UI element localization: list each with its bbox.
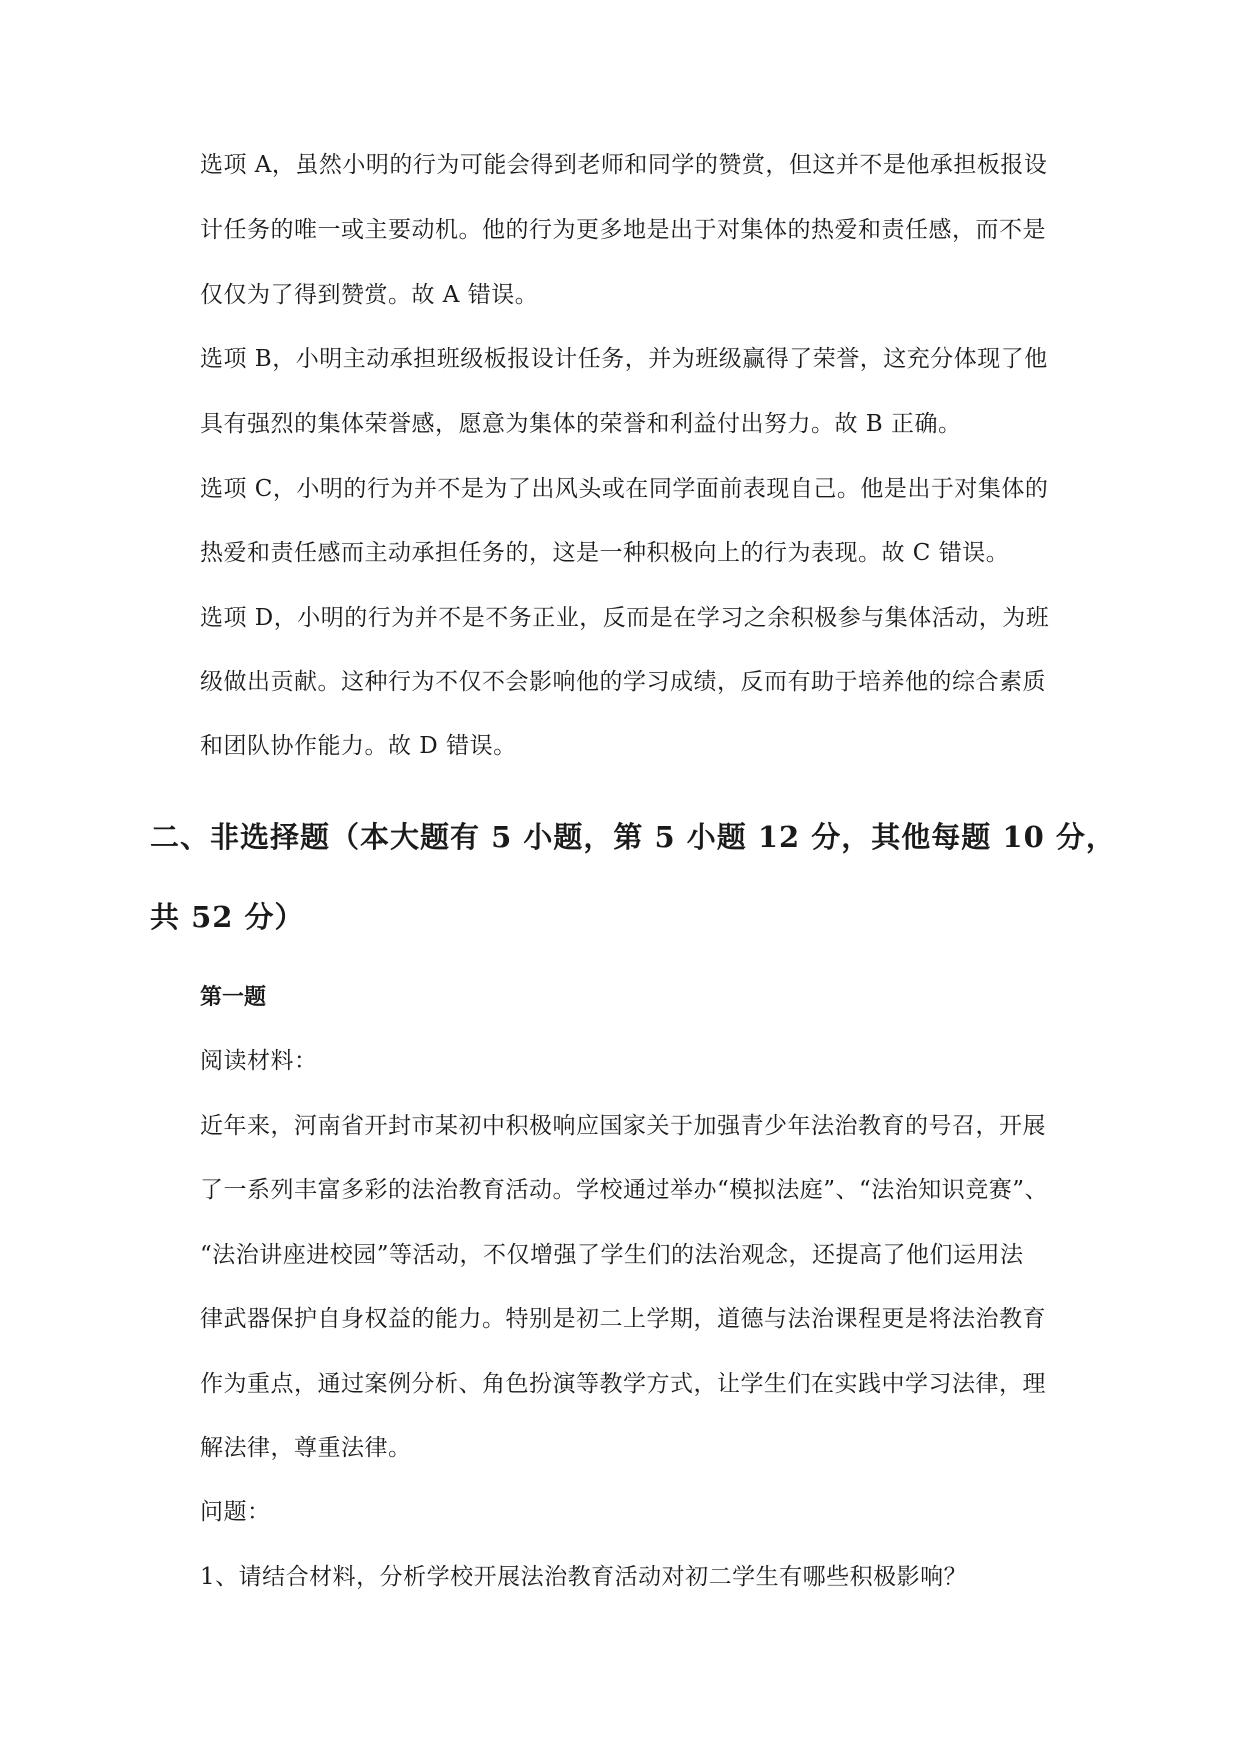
section-title-line-1: 二、非选择题（本大题有 5 小题，第 5 小题 12 分，其他每题 10 分， — [150, 820, 1116, 854]
option-d-line-3: 和团队协作能力。故 D 错误。 — [200, 733, 517, 759]
material-line-6: 解法律，尊重法律。 — [200, 1435, 412, 1461]
option-a-line-3: 仅仅为了得到赞赏。故 A 错误。 — [200, 282, 539, 308]
material-line-1: 近年来，河南省开封市某初中积极响应国家关于加强青少年法治教育的号召，开展 — [200, 1113, 1046, 1139]
material-line-5: 作为重点，通过案例分析、角色扮演等教学方式，让学生们在实践中学习法律，理 — [200, 1371, 1046, 1397]
option-b-line-1: 选项 B，小明主动承担班级板报设计任务，并为班级赢得了荣誉，这充分体现了他 — [200, 346, 1048, 372]
material-line-2: 了一系列丰富多彩的法治教育活动。学校通过举办“模拟法庭”、“法治知识竞赛”、 — [200, 1177, 1049, 1203]
question-item-1: 1、请结合材料，分析学校开展法治教育活动对初二学生有哪些积极影响？ — [200, 1564, 968, 1590]
material-label: 阅读材料： — [200, 1048, 318, 1074]
option-a-line-1: 选项 A，虽然小明的行为可能会得到老师和同学的赞赏，但这并不是他承担板报设 — [200, 152, 1048, 178]
section-title-line-2: 共 52 分） — [150, 900, 305, 934]
option-c-line-2: 热爱和责任感而主动承担任务的，这是一种积极向上的行为表现。故 C 错误。 — [200, 540, 1010, 566]
question-label: 第一题 — [200, 984, 267, 1010]
option-d-line-1: 选项 D，小明的行为并不是不务正业，反而是在学习之余积极参与集体活动，为班 — [200, 605, 1050, 631]
option-d-line-2: 级做出贡献。这种行为不仅不会影响他的学习成绩，反而有助于培养他的综合素质 — [200, 669, 1046, 695]
option-b-line-2: 具有强烈的集体荣誉感，愿意为集体的荣誉和利益付出努力。故 B 正确。 — [200, 411, 962, 437]
option-a-line-2: 计任务的唯一或主要动机。他的行为更多地是出于对集体的热爱和责任感，而不是 — [200, 217, 1046, 243]
option-c-line-1: 选项 C，小明的行为并不是为了出风头或在同学面前表现自己。他是出于对集体的 — [200, 476, 1049, 502]
material-line-4: 律武器保护自身权益的能力。特别是初二上学期，道德与法治课程更是将法治教育 — [200, 1306, 1046, 1332]
question-prompt-label: 问题： — [200, 1499, 271, 1525]
material-line-3: “法治讲座进校园”等活动，不仅增强了学生们的法治观念，还提高了他们运用法 — [200, 1242, 1024, 1268]
